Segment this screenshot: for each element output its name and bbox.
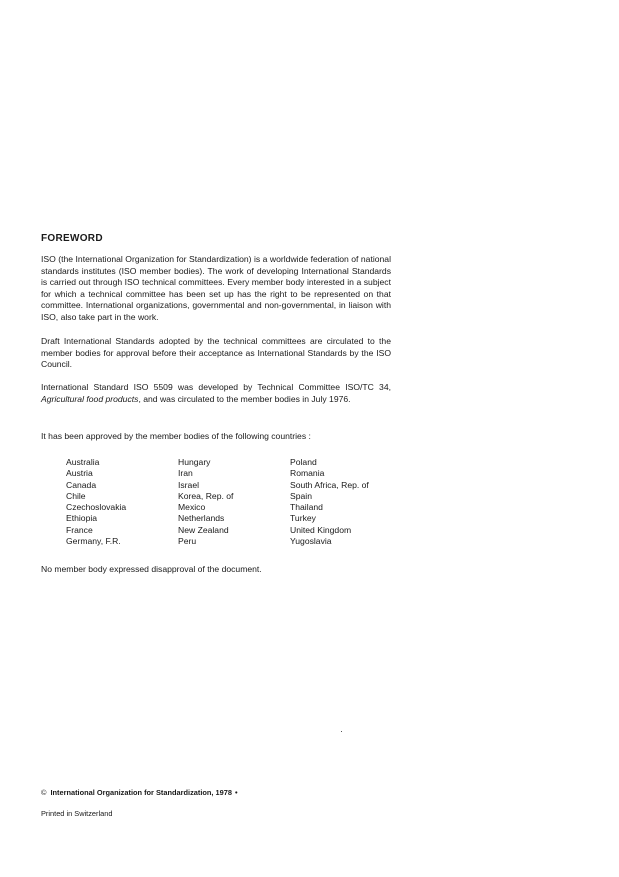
country-item: Romania [290,468,325,479]
countries-column-3 [290,457,400,547]
country-item: Czechoslovakia [66,502,127,513]
foreword-paragraph-approval: It has been approved by the member bodies of the following countries : [41,431,311,441]
committee-name-italic: Agricultural food products [41,393,139,404]
foreword-paragraph-iso-5509 [41,382,391,405]
country-item: Spain [290,490,312,501]
country-item: Hungary [178,457,211,467]
country-item: Thailand [290,502,323,513]
foreword-paragraph-no-disapproval: No member body expressed disapproval of the document. [41,564,262,574]
country-item: Korea, Rep. of [178,490,234,501]
foreword-paragraph-draft-standards: Draft International Standards adopted by the technical committees are circulated to the member bodies for approval before their acceptance as International Standards by the ISO Council. [41,336,391,370]
country-item: Yugoslavia [290,536,332,547]
printed-location: Printed in Switzerland [41,809,113,818]
foreword-heading: FOREWORD [41,233,103,244]
country-item: Iran [178,468,193,479]
country-item: Germany, F.R. [66,536,121,547]
foreword-paragraph-iso-intro: ISO (the International Organization for Standardization) is a worldwide federation of national standards institutes (ISO member bodies). The work of developing International Standards is carried out through ISO technical committees. Every member body interested in a subject for which a technical committee has been set up has the right to be represented on that committee. International organizations, governmental and non-governmental, in liaison with ISO, also take part in the work. [41,254,391,322]
country-item: Poland [290,457,317,467]
bullet-icon: • [234,788,238,797]
country-item: Chile [66,490,86,501]
country-item: New Zealand [178,524,229,535]
iso-5509-text-end: , and was circulated to the member bodies in July 1976. [138,393,351,404]
copyright-text: International Organization for Standardization, 1978 [50,788,232,797]
country-item: Ethiopia [66,513,98,524]
country-item: South Africa, Rep. of [290,479,369,490]
country-item: Turkey [290,513,316,524]
country-item: Australia [66,457,100,467]
country-item: Netherlands [178,513,225,524]
country-item: Mexico [178,502,206,513]
country-item: Israel [178,479,200,490]
country-item: Canada [66,479,97,490]
country-item: France [66,524,93,535]
approving-countries-list [66,457,396,547]
country-item: United Kingdom [290,524,352,535]
country-item: Peru [178,536,197,547]
country-item: Austria [66,468,93,479]
scan-speck [341,731,342,732]
countries-column-2 [178,457,290,547]
copyright-icon: © [41,788,47,797]
copyright-line [41,788,238,797]
countries-column-1 [66,457,178,547]
iso-5509-text-start: International Standard ISO 5509 was developed by Technical Committee ISO/TC 34, [41,382,391,392]
